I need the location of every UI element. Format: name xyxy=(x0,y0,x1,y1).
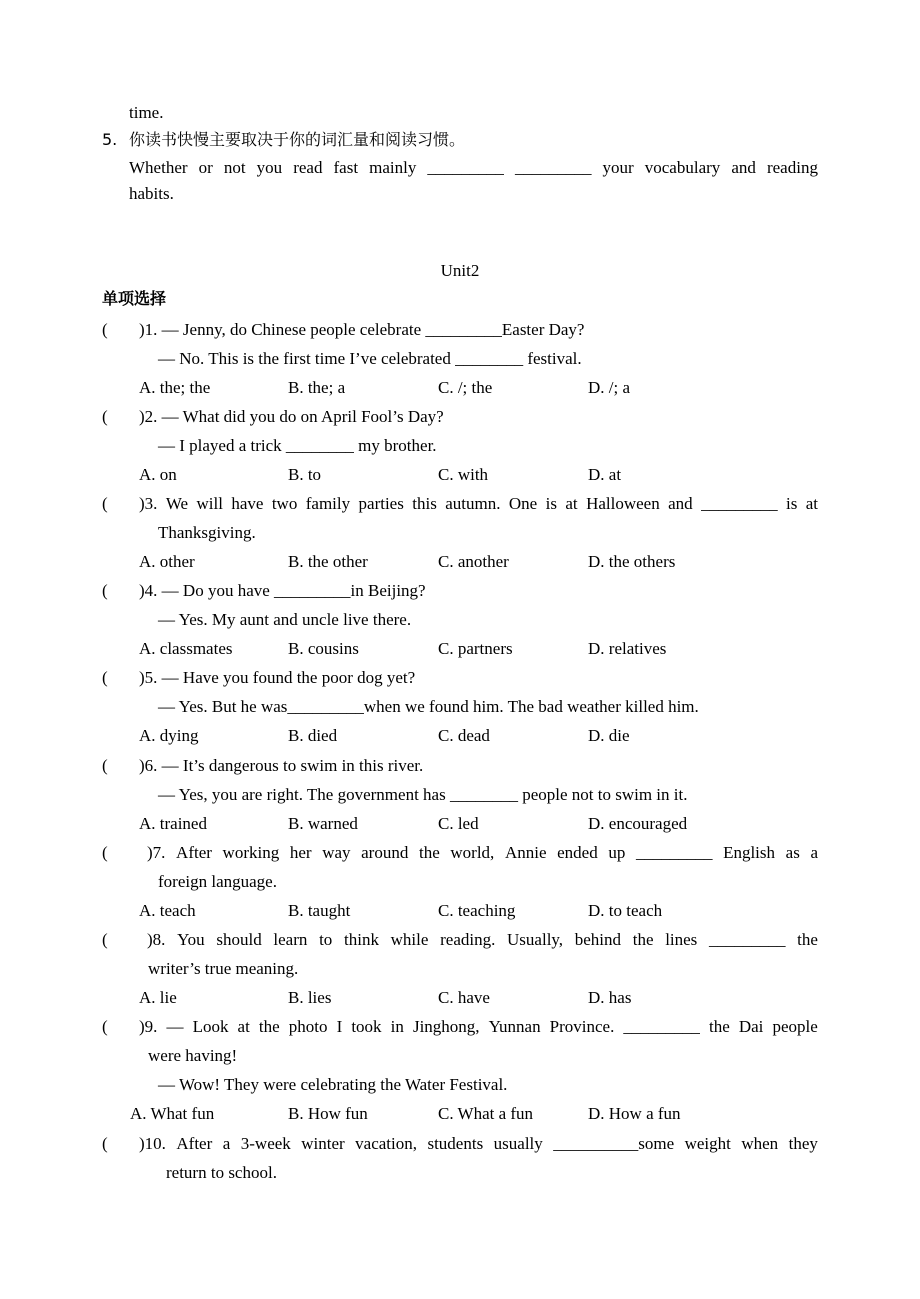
q5-english-word: mainly xyxy=(369,158,417,177)
q9-stem-word: people xyxy=(772,1017,818,1036)
q7-stem-word: her xyxy=(289,843,312,862)
q9-reply: — Wow! They were celebrating the Water Festival. xyxy=(158,1075,508,1094)
q9-stem-word: I xyxy=(336,1017,343,1036)
q4-stem: )4. — Do you have _________in Beijing? xyxy=(139,581,426,600)
q4-option-a[interactable]: A. classmates xyxy=(139,639,233,658)
carryover-text: time. xyxy=(129,103,164,122)
q7-stem-word: up xyxy=(608,843,626,862)
q10-stem-word: a xyxy=(222,1134,231,1153)
q9-stem-word: Jinghong, xyxy=(412,1017,480,1036)
q7-stem-word: English xyxy=(723,843,776,862)
q3-stem-word: autumn. xyxy=(445,494,501,513)
q5-english-word: _________ xyxy=(514,158,592,177)
q4-reply: — Yes. My aunt and uncle live there. xyxy=(158,610,412,629)
q7-option-d[interactable]: D. to teach xyxy=(588,901,663,920)
answer-paren[interactable]: ( xyxy=(102,1017,108,1036)
q8-stem-word: )8. xyxy=(147,930,166,949)
section-title: 单项选择 xyxy=(102,289,167,308)
q3-stem-word: have xyxy=(231,494,264,513)
q6-option-c[interactable]: C. led xyxy=(438,814,479,833)
q8-option-a[interactable]: A. lie xyxy=(139,988,177,1007)
q2-option-c[interactable]: C. with xyxy=(438,465,489,484)
answer-paren[interactable]: ( xyxy=(102,930,108,949)
answer-paren[interactable]: ( xyxy=(102,756,108,775)
q9-option-b[interactable]: B. How fun xyxy=(288,1104,368,1123)
q6-reply: — Yes, you are right. The government has ________ people not to swim in it. xyxy=(158,785,688,804)
answer-paren[interactable]: ( xyxy=(102,494,108,513)
q6-stem: )6. — It’s dangerous to swim in this river. xyxy=(139,756,424,775)
q3-stem-word: and xyxy=(668,494,693,513)
q8-stem-word: behind xyxy=(574,930,622,949)
q1-option-c[interactable]: C. /; the xyxy=(438,378,493,397)
q2-reply: — I played a trick ________ my brother. xyxy=(158,436,437,455)
q8-stem-word: lines xyxy=(665,930,698,949)
q5-option-b[interactable]: B. died xyxy=(288,726,338,745)
q9-stem-word: in xyxy=(390,1017,404,1036)
q4-option-d[interactable]: D. relatives xyxy=(588,639,667,658)
q7-option-c[interactable]: C. teaching xyxy=(438,901,516,920)
q10-stem-word: __________some xyxy=(553,1134,675,1153)
q8-option-b[interactable]: B. lies xyxy=(288,988,332,1007)
q3-stem xyxy=(139,493,818,515)
q10-stem-cont: return to school. xyxy=(166,1163,277,1182)
q3-stem-word: at xyxy=(565,494,578,513)
q7-option-b[interactable]: B. taught xyxy=(288,901,351,920)
q8-stem-word: reading. xyxy=(440,930,496,949)
q7-stem-word: a xyxy=(810,843,818,862)
q7-stem-word: the xyxy=(418,843,440,862)
q9-stem-word: _________ xyxy=(623,1017,700,1036)
q9-stem-word: the xyxy=(709,1017,730,1036)
q10-stem-word: 3-week xyxy=(240,1134,291,1153)
q9-option-c[interactable]: C. What a fun xyxy=(438,1104,534,1123)
q5-english-word: and xyxy=(731,158,756,177)
q8-stem-word: the xyxy=(797,930,818,949)
answer-paren[interactable]: ( xyxy=(102,581,108,600)
q1-stem: )1. — Jenny, do Chinese people celebrate _________Easter Day? xyxy=(139,320,585,339)
q7-stem xyxy=(147,842,818,864)
q10-stem xyxy=(139,1133,818,1155)
q3-stem-word: One xyxy=(508,494,538,513)
q5-english-word: reading xyxy=(766,158,818,177)
q5-english-word: fast xyxy=(333,158,359,177)
q8-stem-word: while xyxy=(390,930,429,949)
q8-option-c[interactable]: C. have xyxy=(438,988,490,1007)
q2-option-a[interactable]: A. on xyxy=(139,465,177,484)
answer-paren[interactable]: ( xyxy=(102,1134,108,1153)
q5-option-c[interactable]: C. dead xyxy=(438,726,490,745)
q5-option-d[interactable]: D. die xyxy=(588,726,630,745)
answer-paren[interactable]: ( xyxy=(102,668,108,687)
q5-english-word: read xyxy=(293,158,323,177)
q6-option-a[interactable]: A. trained xyxy=(139,814,207,833)
q3-stem-word: )3. xyxy=(139,494,158,513)
q3-option-b[interactable]: B. the other xyxy=(288,552,368,571)
q5-english-word: your xyxy=(602,158,634,177)
q8-stem-word: _________ xyxy=(708,930,786,949)
q7-stem-word: After xyxy=(176,843,212,862)
q10-stem-word: winter xyxy=(301,1134,345,1153)
q7-stem-word: way xyxy=(322,843,351,862)
q7-stem-word: around xyxy=(361,843,409,862)
q10-stem-word: students xyxy=(427,1134,484,1153)
q10-stem-word: weight xyxy=(684,1134,731,1153)
q3-stem-word: is xyxy=(785,494,798,513)
q6-option-d[interactable]: D. encouraged xyxy=(588,814,688,833)
q3-stem-word: this xyxy=(412,494,437,513)
q10-stem-word: when xyxy=(741,1134,779,1153)
q9-stem-word: )9. xyxy=(139,1017,158,1036)
q3-stem-word: _________ xyxy=(701,494,778,513)
unit-title: Unit2 xyxy=(440,261,480,280)
q7-stem-word: _________ xyxy=(635,843,713,862)
q9-stem-cont: were having! xyxy=(148,1046,238,1065)
q5-option-a[interactable]: A. dying xyxy=(139,726,199,745)
q3-stem-word: two xyxy=(271,494,298,513)
q7-stem-word: ended xyxy=(557,843,598,862)
q9-stem-word: Yunnan xyxy=(488,1017,541,1036)
q10-stem-word: usually xyxy=(493,1134,543,1153)
q3-option-a[interactable]: A. other xyxy=(139,552,195,571)
q9-stem-word: photo xyxy=(288,1017,328,1036)
q10-stem-word: After xyxy=(176,1134,213,1153)
q3-stem-word: parties xyxy=(358,494,404,513)
q3-stem-word: at xyxy=(805,494,818,513)
q9-stem xyxy=(139,1016,818,1038)
q3-option-c[interactable]: C. another xyxy=(438,552,509,571)
q5-english-word: Whether xyxy=(129,158,188,177)
q5-stem: )5. — Have you found the poor dog yet? xyxy=(139,668,416,687)
q8-stem-cont: writer’s true meaning. xyxy=(148,959,299,978)
q1-option-d[interactable]: D. /; a xyxy=(588,378,631,397)
q1-reply: — No. This is the first time I’ve celebrated ________ festival. xyxy=(158,349,582,368)
q3-stem-word: family xyxy=(305,494,351,513)
q3-stem-word: Halloween xyxy=(586,494,660,513)
q6-option-b[interactable]: B. warned xyxy=(288,814,358,833)
q3-stem-word: will xyxy=(196,494,223,513)
q7-stem-cont: foreign language. xyxy=(158,872,277,891)
q7-stem-word: working xyxy=(222,843,280,862)
q5-english-word: _________ xyxy=(427,158,504,177)
q8-stem-word: should xyxy=(216,930,262,949)
q5-reply: — Yes. But he was_________when we found him. The bad weather killed him. xyxy=(158,697,699,716)
q5-english-word: vocabulary xyxy=(644,158,721,177)
q9-stem-word: the xyxy=(258,1017,280,1036)
q2-option-b[interactable]: B. to xyxy=(288,465,322,484)
q9-stem-word: Dai xyxy=(738,1017,764,1036)
q9-stem-word: at xyxy=(237,1017,250,1036)
q1-option-b[interactable]: B. the; a xyxy=(288,378,346,397)
q5-english-word: not xyxy=(223,158,246,177)
q7-stem-word: world, xyxy=(450,843,495,862)
q4-option-c[interactable]: C. partners xyxy=(438,639,513,658)
q9-stem-word: — xyxy=(166,1017,184,1036)
q5-english-word: or xyxy=(198,158,213,177)
answer-paren[interactable]: ( xyxy=(102,843,108,862)
q8-stem-word: think xyxy=(344,930,379,949)
q8-stem-word: to xyxy=(319,930,333,949)
answer-paren[interactable]: ( xyxy=(102,320,108,339)
q9-stem-word: Province. xyxy=(549,1017,615,1036)
q5-number: 5. xyxy=(102,130,118,149)
q7-stem-word: as xyxy=(785,843,800,862)
q5-english-word: you xyxy=(256,158,283,177)
answer-paren[interactable]: ( xyxy=(102,407,108,426)
q9-stem-word: took xyxy=(351,1017,382,1036)
q8-stem-word: the xyxy=(632,930,654,949)
q5-english-line1 xyxy=(129,157,818,179)
q2-stem: )2. — What did you do on April Fool’s Day? xyxy=(139,407,444,426)
q10-stem-word: vacation, xyxy=(355,1134,417,1153)
q9-option-a[interactable]: A. What fun xyxy=(130,1104,215,1123)
q10-stem-word: )10. xyxy=(139,1134,166,1153)
q9-option-d[interactable]: D. How a fun xyxy=(588,1104,681,1123)
q3-stem-cont: Thanksgiving. xyxy=(158,523,256,542)
q9-stem-word: Look xyxy=(192,1017,229,1036)
q4-option-b[interactable]: B. cousins xyxy=(288,639,359,658)
q5-english-line2: habits. xyxy=(129,184,174,203)
q8-stem-word: learn xyxy=(273,930,308,949)
q2-option-d[interactable]: D. at xyxy=(588,465,622,484)
q3-stem-word: is xyxy=(545,494,557,513)
q7-option-a[interactable]: A. teach xyxy=(139,901,196,920)
q7-stem-word: )7. xyxy=(147,843,166,862)
q3-option-d[interactable]: D. the others xyxy=(588,552,676,571)
q8-option-d[interactable]: D. has xyxy=(588,988,632,1007)
q8-stem-word: You xyxy=(177,930,205,949)
q7-stem-word: Annie xyxy=(504,843,547,862)
q3-stem-word: We xyxy=(165,494,189,513)
q10-stem-word: they xyxy=(788,1134,818,1153)
q1-option-a[interactable]: A. the; the xyxy=(139,378,211,397)
q8-stem xyxy=(147,929,818,951)
q8-stem-word: Usually, xyxy=(507,930,564,949)
q5-chinese: 你读书快慢主要取决于你的词汇量和阅读习惯。 xyxy=(129,130,466,149)
